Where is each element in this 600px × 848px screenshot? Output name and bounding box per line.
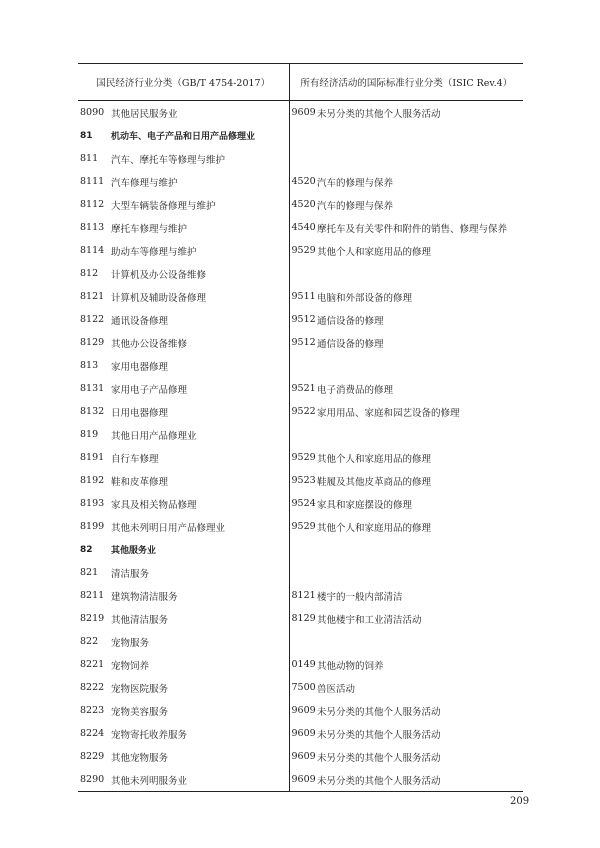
isic-name-cell: 汽车的修理与保养 [317, 177, 394, 189]
table-row [78, 170, 523, 193]
table-row [78, 446, 523, 469]
gb-code-cell: 8111 [80, 176, 105, 187]
isic-code-cell: 9522 [291, 406, 316, 417]
gb-code-cell: 8114 [80, 245, 105, 256]
table-row [78, 745, 523, 768]
gb-name-cell: 宠物寄托收养服务 [111, 722, 289, 745]
gb-code-cell: 8211 [80, 590, 105, 601]
isic-name-cell: 家具和家庭摆设的修理 [317, 499, 413, 511]
table-row [78, 699, 523, 722]
isic-name-cell [317, 354, 523, 377]
table-row [78, 469, 523, 492]
isic-name-cell: 家用用品、家庭和园艺设备的修理 [317, 407, 460, 419]
isic-code-cell [289, 423, 317, 446]
isic-code-cell [289, 262, 317, 285]
table-row [78, 262, 523, 285]
isic-name-cell: 电脑和外部设备的修理 [317, 292, 413, 304]
isic-name-cell: 兽医活动 [317, 683, 356, 695]
gb-code-cell: 8112 [80, 199, 105, 210]
gb-name-cell: 计算机及辅助设备修理 [111, 285, 289, 308]
gb-name-cell: 建筑物清洁服务 [111, 584, 289, 607]
gb-name-cell: 家具及相关物品修理 [111, 492, 289, 515]
gb-name-cell: 家用电子产品修理 [111, 377, 289, 400]
isic-code-cell: 4520 [291, 199, 316, 210]
gb-column-header: 国民经济行业分类（GB/T 4754-2017） [78, 64, 289, 101]
gb-code-cell: 8191 [80, 452, 105, 463]
gb-name-cell: 汽车、摩托车等修理与维护 [111, 147, 289, 170]
gb-name-cell: 其他未列明服务业 [111, 768, 289, 792]
isic-code-cell: 9512 [291, 314, 316, 325]
gb-name-cell: 汽车修理与维护 [111, 170, 289, 193]
isic-code-cell: 9609 [289, 768, 317, 792]
gb-name-cell: 宠物服务 [111, 630, 289, 653]
gb-name-cell: 清洁服务 [111, 561, 289, 584]
isic-name-cell: 其他动物的饲养 [317, 660, 384, 672]
table-row [78, 377, 523, 400]
isic-code-cell [289, 147, 317, 170]
gb-code-cell: 822 [80, 636, 99, 647]
isic-code-cell: 8121 [291, 590, 316, 601]
table-body [78, 101, 523, 792]
table-row [78, 653, 523, 676]
isic-name-cell: 楼宇的一般内部清洁 [317, 591, 403, 603]
table-row [78, 607, 523, 630]
gb-code-cell: 8122 [80, 314, 105, 325]
isic-code-cell: 9523 [291, 475, 316, 486]
table-row [78, 630, 523, 653]
table-row [78, 285, 523, 308]
table-row [78, 124, 523, 147]
isic-code-cell: 8129 [291, 613, 316, 624]
gb-code-cell: 8090 [80, 107, 105, 118]
gb-code-cell: 8199 [80, 521, 105, 532]
isic-name-cell [317, 262, 523, 285]
gb-code-cell: 8129 [80, 337, 105, 348]
isic-name-cell: 其他楼宇和工业清洁活动 [317, 614, 422, 626]
gb-code-cell: 821 [80, 567, 99, 578]
gb-code-cell: 8224 [80, 728, 105, 739]
gb-code-cell: 82 [80, 544, 93, 555]
gb-code-cell: 819 [80, 429, 99, 440]
table-header-row [78, 64, 523, 101]
gb-name-cell: 家用电器修理 [111, 354, 289, 377]
gb-name-cell: 其他日用产品修理业 [111, 423, 289, 446]
gb-name-cell: 宠物医院服务 [111, 676, 289, 699]
isic-name-cell: 未另分类的其他个人服务活动 [317, 768, 523, 792]
table-row [78, 492, 523, 515]
table-row [78, 147, 523, 170]
table-row [78, 423, 523, 446]
isic-name-cell [317, 561, 523, 584]
table-row [78, 538, 523, 561]
gb-name-cell: 其他居民服务业 [111, 101, 289, 125]
table-row [78, 193, 523, 216]
isic-code-cell: 4540 [291, 222, 316, 233]
isic-code-cell: 9529 [291, 452, 316, 463]
table-row [78, 561, 523, 584]
isic-name-cell: 其他个人和家庭用品的修理 [317, 453, 432, 465]
isic-code-cell: 9609 [291, 728, 316, 739]
isic-name-cell: 通信设备的修理 [317, 338, 384, 350]
isic-code-cell: 9529 [291, 521, 316, 532]
page-number: 209 [510, 796, 530, 807]
isic-code-cell: 0149 [291, 659, 316, 670]
table-row [78, 354, 523, 377]
gb-code-cell: 812 [80, 268, 99, 279]
isic-name-cell: 通信设备的修理 [317, 315, 384, 327]
gb-code-cell: 8192 [80, 475, 105, 486]
gb-name-cell: 助动车等修理与维护 [111, 239, 289, 262]
gb-code-cell: 8193 [80, 498, 105, 509]
isic-name-cell: 其他个人和家庭用品的修理 [317, 246, 432, 258]
isic-code-cell [289, 354, 317, 377]
table-row [78, 676, 523, 699]
isic-name-cell: 摩托车及有关零件和附件的销售、修理与保养 [317, 223, 508, 235]
gb-name-cell: 其他宠物服务 [111, 745, 289, 768]
isic-code-cell: 9529 [291, 245, 316, 256]
table-row [78, 584, 523, 607]
isic-code-cell: 4520 [291, 176, 316, 187]
isic-name-cell: 电子消费品的修理 [317, 384, 394, 396]
gb-name-cell: 其他未列明日用产品修理业 [111, 515, 289, 538]
isic-code-cell [289, 561, 317, 584]
isic-code-cell: 9609 [291, 705, 316, 716]
gb-code-cell: 8290 [78, 768, 111, 792]
gb-name-cell: 鞋和皮革修理 [111, 469, 289, 492]
gb-name-cell: 自行车修理 [111, 446, 289, 469]
isic-code-cell: 9512 [291, 337, 316, 348]
gb-name-cell: 机动车、电子产品和日用产品修理业 [111, 124, 289, 147]
gb-name-cell: 其他清洁服务 [111, 607, 289, 630]
gb-name-cell: 宠物饲养 [111, 653, 289, 676]
isic-name-cell: 其他个人和家庭用品的修理 [317, 522, 432, 534]
gb-code-cell: 8229 [80, 751, 105, 762]
isic-name-cell: 未另分类的其他个人服务活动 [317, 706, 441, 718]
table-row [78, 515, 523, 538]
gb-name-cell: 日用电器修理 [111, 400, 289, 423]
table-row [78, 722, 523, 745]
table-row [78, 216, 523, 239]
gb-code-cell: 8221 [80, 659, 105, 670]
gb-name-cell: 摩托车修理与维护 [111, 216, 289, 239]
gb-code-cell: 81 [80, 130, 93, 141]
isic-name-cell [317, 423, 523, 446]
gb-code-cell: 8219 [80, 613, 105, 624]
gb-name-cell: 计算机及办公设备维修 [111, 262, 289, 285]
gb-code-cell: 8121 [80, 291, 105, 302]
gb-code-cell: 8223 [80, 705, 105, 716]
gb-name-cell: 大型车辆装备修理与维护 [111, 193, 289, 216]
gb-name-cell: 其他办公设备维修 [111, 331, 289, 354]
isic-code-cell: 9524 [291, 498, 316, 509]
isic-name-cell: 鞋履及其他皮革商品的修理 [317, 476, 432, 488]
isic-code-cell: 9609 [291, 751, 316, 762]
isic-code-cell: 9609 [291, 107, 316, 118]
isic-name-cell: 未另分类的其他个人服务活动 [317, 729, 441, 741]
gb-name-cell: 宠物美容服务 [111, 699, 289, 722]
isic-code-cell [289, 630, 317, 653]
gb-code-cell: 813 [80, 360, 99, 371]
isic-code-cell [289, 538, 317, 561]
isic-name-cell [317, 124, 523, 147]
gb-code-cell: 8113 [80, 222, 105, 233]
table-row [78, 400, 523, 423]
gb-code-cell: 811 [80, 153, 99, 164]
isic-name-cell [317, 147, 523, 170]
gb-code-cell: 8222 [80, 682, 105, 693]
table-row [78, 308, 523, 331]
gb-code-cell: 8132 [80, 406, 105, 417]
gb-name-cell: 通讯设备修理 [111, 308, 289, 331]
isic-name-cell: 未另分类的其他个人服务活动 [317, 108, 441, 120]
isic-name-cell [317, 538, 523, 561]
isic-name-cell [317, 630, 523, 653]
gb-code-cell: 8131 [80, 383, 105, 394]
isic-column-header: 所有经济活动的国际标准行业分类（ISIC Rev.4） [289, 64, 523, 101]
table-row [78, 239, 523, 262]
isic-code-cell: 9511 [291, 291, 316, 302]
isic-code-cell [289, 124, 317, 147]
gb-name-cell: 其他服务业 [111, 538, 289, 561]
isic-code-cell: 7500 [291, 682, 316, 693]
isic-name-cell: 汽车的修理与保养 [317, 200, 394, 212]
table-row [78, 101, 523, 125]
classification-table [78, 63, 523, 792]
isic-code-cell: 9521 [291, 383, 316, 394]
table-row [78, 331, 523, 354]
isic-name-cell: 未另分类的其他个人服务活动 [317, 752, 441, 764]
table-row [78, 768, 523, 792]
